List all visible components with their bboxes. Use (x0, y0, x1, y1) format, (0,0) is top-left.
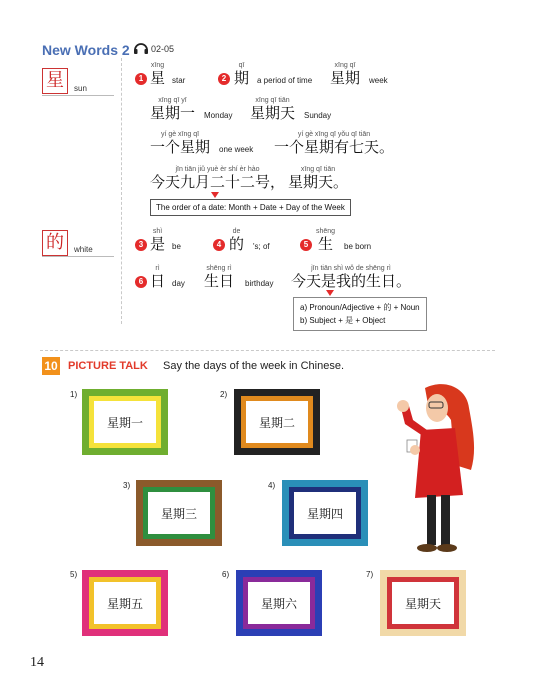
pinyin: xīng qī (334, 62, 356, 69)
english-gloss: week (369, 76, 388, 85)
word-number-badge: 1 (135, 73, 147, 85)
english-gloss: a period of time (257, 76, 313, 85)
english-gloss: one week (219, 145, 254, 154)
frame-label: 1) (70, 390, 78, 399)
pinyin: shì (152, 228, 163, 235)
english-gloss: be (172, 242, 181, 251)
hanzi: 是 (150, 235, 166, 253)
day-frame-text: 星期天 (392, 582, 454, 624)
vocab-sentence (150, 166, 285, 191)
pinyin: shēng rì (206, 265, 232, 272)
pinyin: qī (238, 62, 245, 69)
divider (42, 95, 114, 96)
headphones-icon[interactable] (133, 41, 149, 55)
hanzi: 生 (318, 235, 334, 253)
hanzi: 今天九月二十二号， (150, 173, 286, 191)
word-number-badge: 2 (218, 73, 230, 85)
day-frame-text: 星期五 (94, 582, 156, 624)
vocab-word (204, 265, 234, 290)
vocab-word (150, 265, 165, 290)
vocab-sentence (291, 265, 411, 290)
day-frame-text: 星期六 (248, 582, 310, 624)
pinyin: jīn tiān shì wǒ de shēng rì (311, 265, 391, 272)
frame-label: 3) (123, 481, 131, 490)
character-gloss: sun (74, 84, 87, 93)
vocab-word (150, 62, 165, 87)
vocab-word (229, 228, 244, 253)
pinyin: jīn tiān jiǔ yuè èr shí èr hào (175, 166, 260, 173)
hanzi: 星 (150, 69, 166, 87)
vocab-sentence (274, 131, 394, 156)
frame-label: 6) (222, 570, 230, 579)
hanzi: 日 (150, 272, 166, 290)
vocab-word (234, 62, 249, 87)
pinyin: yí gè xīng qī yǒu qī tiān (297, 131, 371, 138)
day-frame (282, 480, 368, 546)
hanzi: 期 (234, 69, 250, 87)
divider (42, 256, 114, 257)
vocab-word (150, 97, 195, 122)
english-gloss: star (172, 76, 186, 85)
pinyin: xīng qī yī (158, 97, 187, 104)
exercise-title: PICTURE TALK (68, 360, 148, 372)
english-gloss: Sunday (304, 111, 332, 120)
pinyin: yí gè xīng qī (160, 131, 200, 138)
english-gloss: day (172, 279, 185, 288)
page-number: 14 (30, 655, 44, 670)
vocab-word (330, 62, 360, 87)
column-divider (121, 58, 122, 324)
day-frame-text: 星期二 (246, 401, 308, 443)
word-number-badge: 5 (300, 239, 312, 251)
day-frame-text: 星期四 (294, 492, 356, 534)
day-frame (82, 389, 168, 455)
hanzi: 生日 (204, 272, 235, 290)
grammar-pattern-b: b) Subject + 是 + Object (300, 316, 386, 325)
frame-label: 7) (366, 570, 374, 579)
pinyin: xīng qī tiān (255, 97, 290, 104)
pinyin: shēng (316, 228, 336, 235)
hanzi: 一个星期 (150, 138, 211, 156)
english-gloss: 's; of (253, 242, 270, 251)
day-frame-text: 星期一 (94, 401, 156, 443)
frame-label: 4) (268, 481, 276, 490)
hanzi: 星期天 (250, 104, 296, 122)
character-gloss: white (74, 245, 93, 254)
pinyin: xīng qī tiān (300, 166, 336, 173)
section-title-new-words: New Words 2 (42, 42, 130, 58)
vocab-word (250, 97, 295, 122)
grammar-pattern-a: a) Pronoun/Adjective + 的 + Noun (300, 303, 420, 312)
pinyin: xīng (150, 62, 165, 69)
day-frame (136, 480, 222, 546)
english-gloss: be born (344, 242, 372, 251)
hanzi: 星期天。 (288, 173, 349, 191)
english-gloss: birthday (245, 279, 274, 288)
day-frame (236, 570, 322, 636)
hanzi: 星期一 (150, 104, 196, 122)
pinyin: de (232, 228, 241, 235)
pointer-arrow (326, 290, 334, 296)
vocab-word (316, 228, 335, 253)
exercise-number: 10 (42, 357, 60, 375)
vocab-word (150, 131, 210, 156)
section-divider (40, 350, 495, 351)
teacher-illustration (385, 380, 480, 560)
grammar-note (293, 297, 427, 331)
hanzi: 的 (229, 235, 245, 253)
word-number-badge: 3 (135, 239, 147, 251)
hanzi: 一个星期有七天。 (274, 138, 395, 156)
character-box: 的 (42, 230, 68, 256)
audio-track-code: 02-05 (151, 44, 175, 54)
frame-label: 5) (70, 570, 78, 579)
vocab-sentence (288, 166, 348, 191)
frame-label: 2) (220, 390, 228, 399)
word-number-badge: 4 (213, 239, 225, 251)
exercise-instruction: Say the days of the week in Chinese. (163, 360, 344, 372)
character-box: 星 (42, 68, 68, 94)
day-frame (82, 570, 168, 636)
hanzi: 今天是我的生日。 (291, 272, 412, 290)
pointer-arrow (211, 192, 219, 198)
day-frame (234, 389, 320, 455)
vocab-word (150, 228, 165, 253)
day-frame-text: 星期三 (148, 492, 210, 534)
english-gloss: Monday (204, 111, 233, 120)
date-order-note: The order of a date: Month + Date + Day of the Week (150, 199, 351, 216)
pinyin: rì (155, 265, 160, 272)
word-number-badge: 6 (135, 276, 147, 288)
day-frame (380, 570, 466, 636)
hanzi: 星期 (330, 69, 361, 87)
